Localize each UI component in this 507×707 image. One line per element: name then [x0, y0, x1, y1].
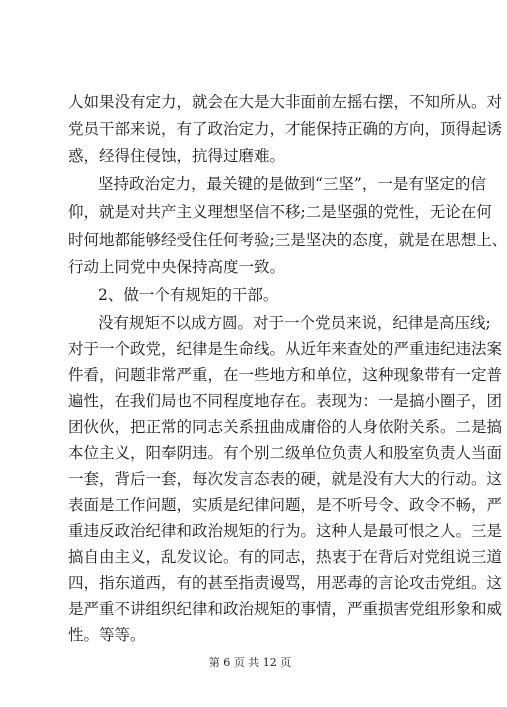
text-line: 重违反政治纪律和政治规矩的行为。这种人是最可恨之人。三是: [68, 522, 503, 540]
text-line: 惑，经得住侵蚀，抗得过磨难。: [68, 147, 286, 165]
text-line: 搞自由主义，乱发议论。有的同志，热衷于在背后对党组说三道: [68, 548, 503, 566]
text-line: 行动上同党中央保持高度一致。: [68, 258, 286, 276]
section-heading: 2、做一个有规矩的干部。: [98, 286, 279, 304]
text-line: 表面是工作问题，实质是纪律问题，是不听号令、政令不畅，严: [68, 496, 503, 514]
text-line: 遍性，在我们局也不同程度地存在。表现为：一是搞小圈子，团: [68, 392, 503, 410]
text-line: 党员干部来说，有了政治定力，才能保持正确的方向，顶得起诱: [68, 120, 503, 138]
text-line: 本位主义，阳奉阴违。有个别二级单位负责人和股室负责人当面: [68, 444, 503, 462]
text-line: 四，指东道西，有的甚至指责谩骂，用恶毒的言论攻击党组。这: [68, 574, 503, 592]
text-line: 件看，问题非常严重，在一些地方和单位，这种现象带有一定普: [68, 366, 503, 384]
text-line: 团伙伙，把正常的同志关系扭曲成庸俗的人身依附关系。二是搞: [68, 418, 503, 436]
text-line: 是严重不讲组织纪律和政治规矩的事情，严重损害党组形象和威: [68, 600, 503, 618]
page-number-footer: 第 6 页 共 12 页: [208, 656, 292, 669]
text-line: 性。等等。: [68, 626, 146, 644]
text-line: 没有规矩不以成方圆。对于一个党员来说，纪律是高压线;: [98, 314, 491, 332]
text-line: 仰，就是对共产主义理想坚信不移;二是坚强的党性，无论在何: [68, 203, 492, 221]
text-line: 人如果没有定力，就会在大是大非面前左摇右摆，不知所从。对: [68, 93, 503, 111]
text-line: 时何地都能够经受住任何考验;三是坚决的态度，就是在思想上、: [68, 231, 507, 249]
text-line: 对于一个政党，纪律是生命线。从近年来查处的严重违纪违法案: [68, 340, 503, 358]
text-line: 坚持政治定力，最关键的是做到“三坚”，一是有坚定的信: [98, 175, 486, 193]
text-line: 一套，背后一套，每次发言态表的硬，就是没有大大的行动。这: [68, 470, 503, 488]
